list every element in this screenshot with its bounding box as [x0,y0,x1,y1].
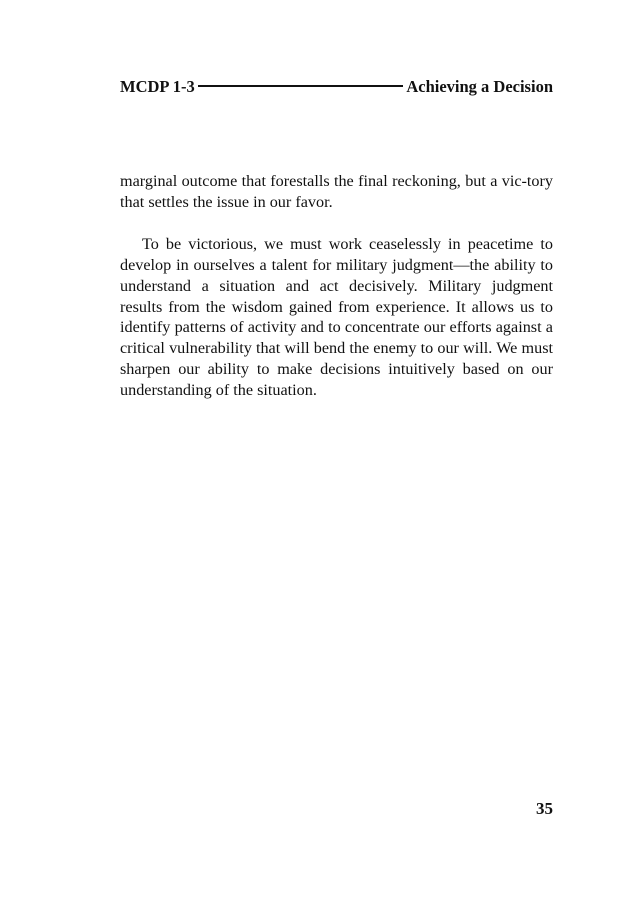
paragraph-continued: marginal outcome that forestalls the final reckoning, but a vic-tory that settles the issue in our favor. [120,172,553,211]
chapter-title: Achieving a Decision [406,77,553,96]
publication-number: MCDP 1-3 [120,77,195,96]
paragraph: To be victorious, we must work ceaselessly in peacetime to develop in ourselves a talent for military judgment—the ability to understand a situation and act decisively. Military judgment results from the wisdom gained from experience. It allows us to identify patterns of activity and to concentrate our efforts against a critical vulnerability that will bend the enemy to our will. We must sharpen our ability to make decisions intuitively based on our understanding of the situation. [120,234,553,400]
running-header [120,76,553,98]
body-text [120,171,553,401]
page-number: 35 [536,799,553,818]
header-rule [198,85,404,87]
